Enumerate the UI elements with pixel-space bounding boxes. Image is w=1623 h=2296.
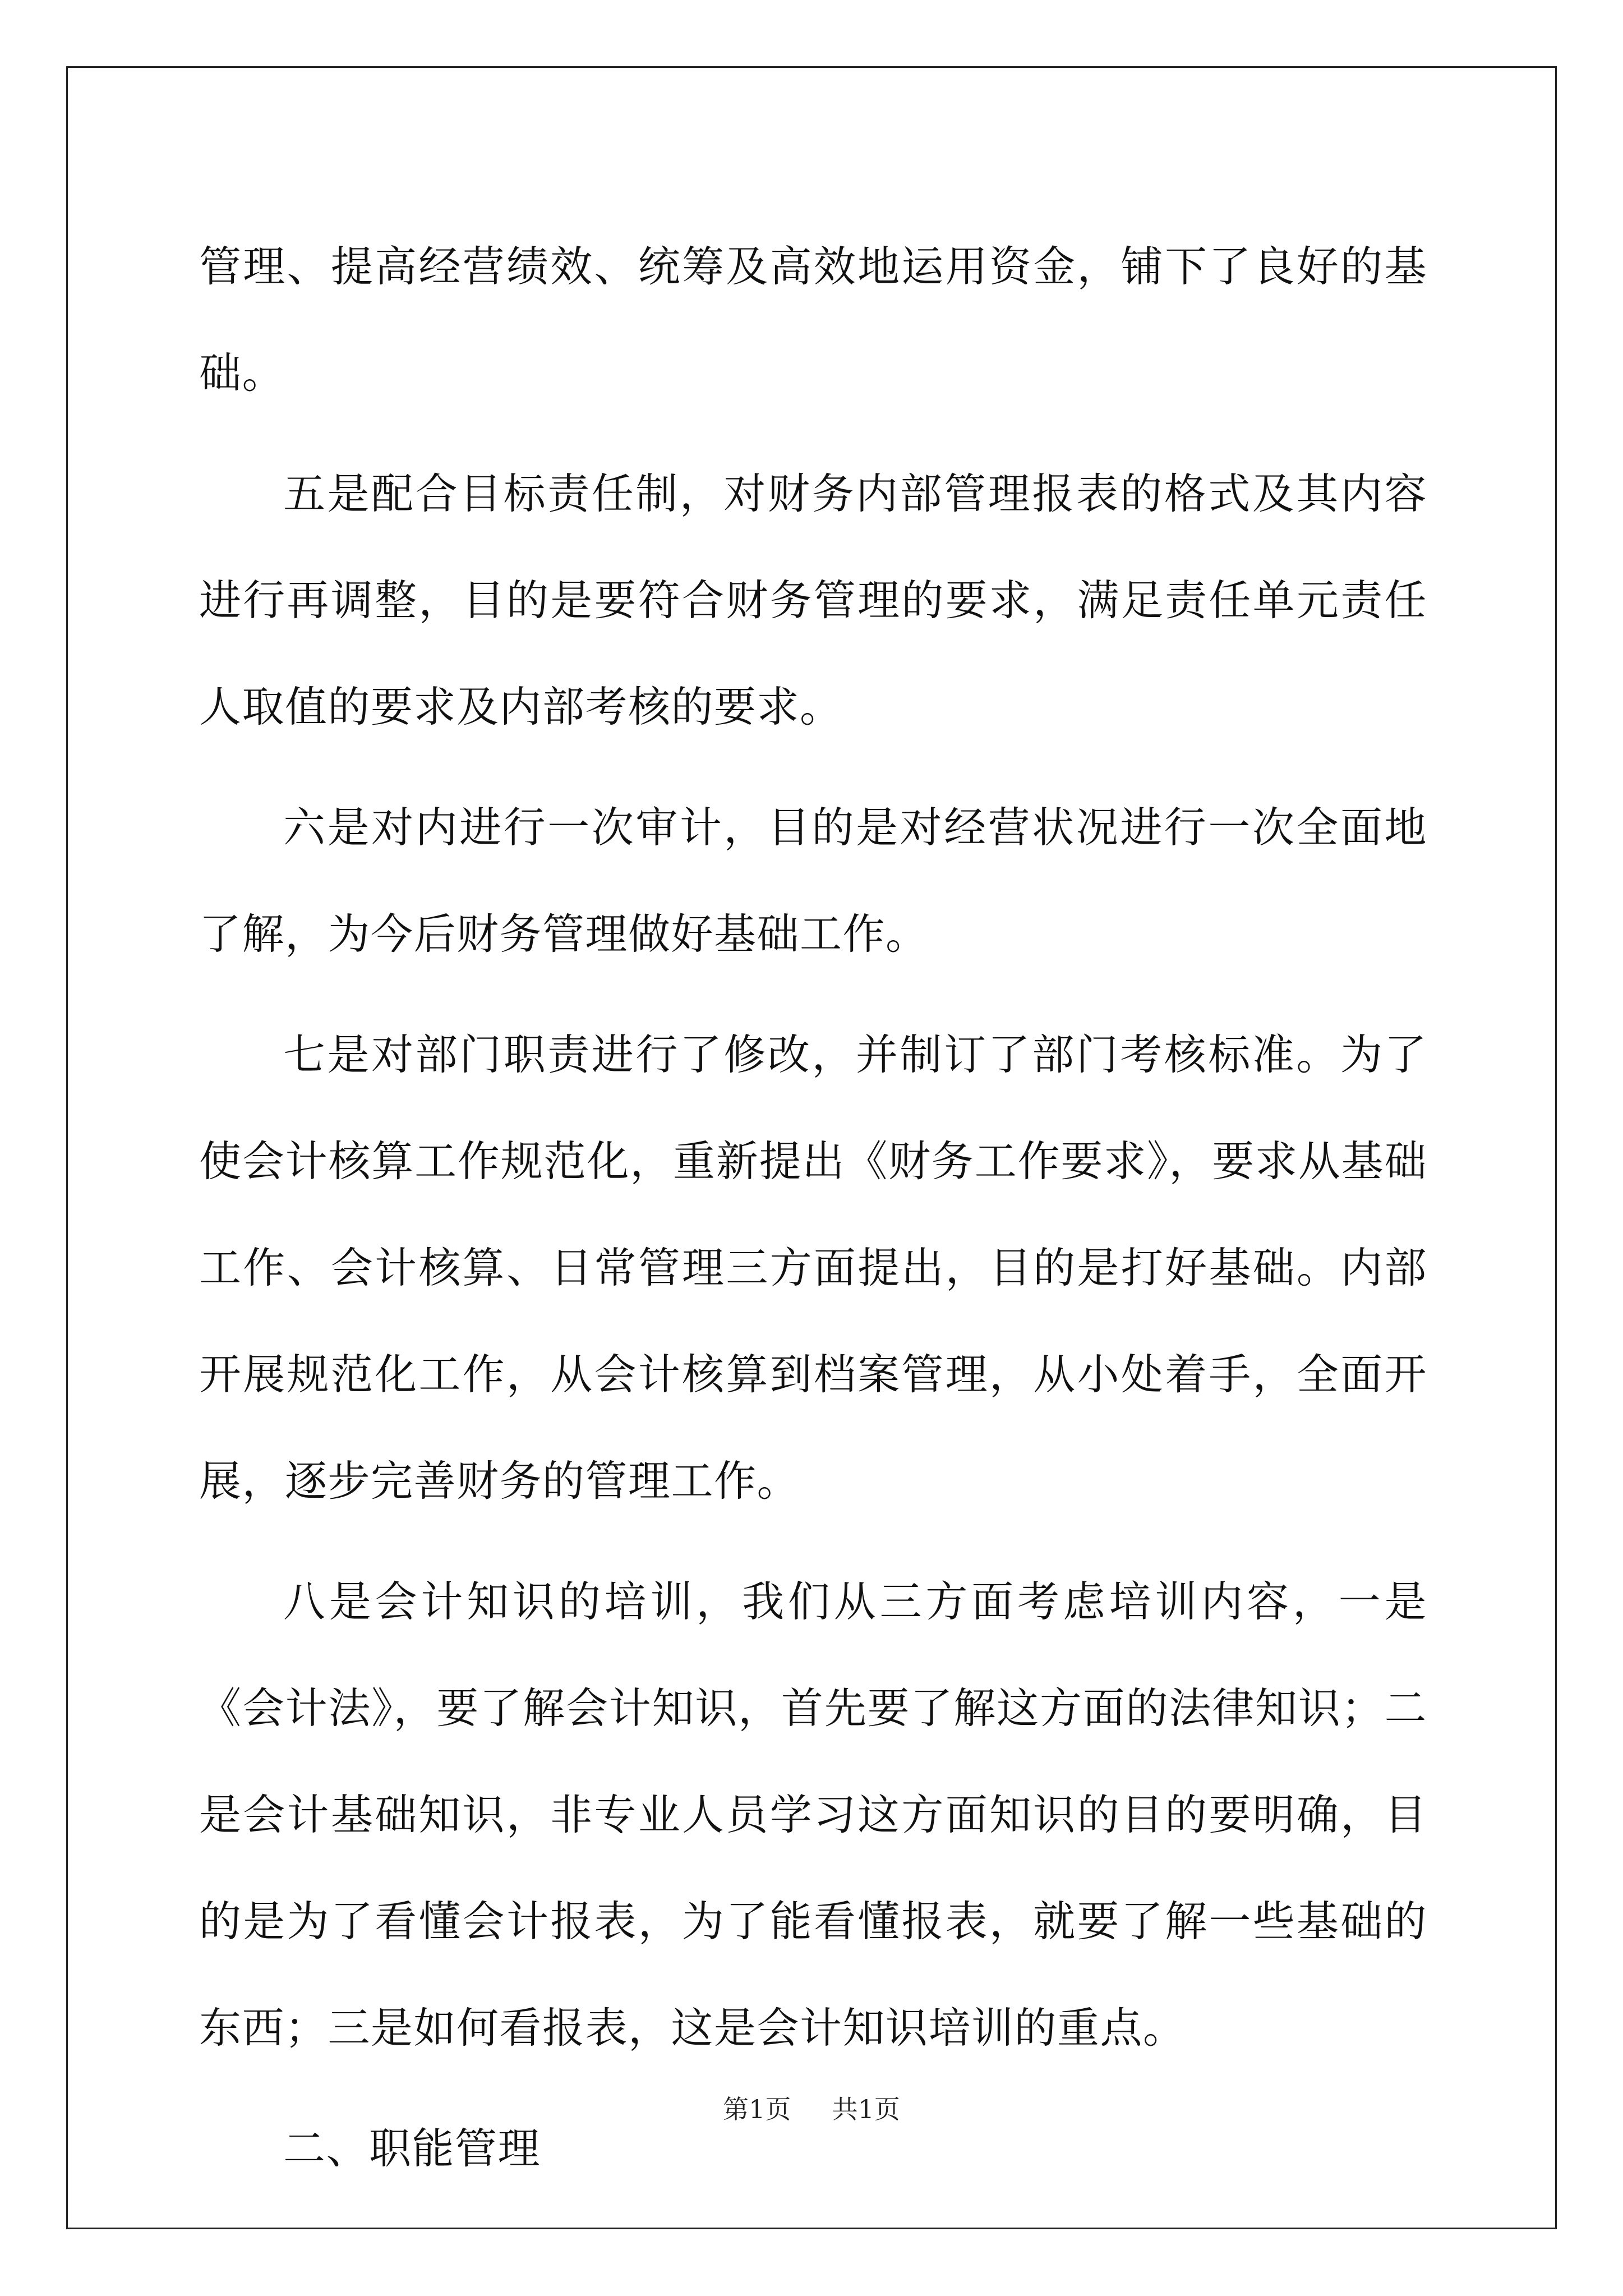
page-number: 第1页	[723, 2094, 791, 2124]
footer-spacer	[799, 2094, 824, 2124]
document-body	[199, 213, 1427, 2244]
page-footer	[0, 2092, 1623, 2126]
paragraph-six: 六是对内进行一次审计，目的是对经营状况进行一次全面地了解，为今后财务管理做好基础工作。	[199, 803, 1427, 959]
paragraph-eight: 八是会计知识的培训，我们从三方面考虑培训内容，一是《会计法》，要了解会计知识，首先要了解这方面的法律知识；二是会计基础知识，非专业人员学习这方面知识的目的要明确，目的是为了看懂会计报表，为了能看懂报表，就要了解一些基础的东西；三是如何看报表，这是会计知识培训的重点。	[199, 1577, 1427, 2053]
paragraph-seven: 七是对部门职责进行了修改，并制订了部门考核标准。为了使会计核算工作规范化，重新提出《财务工作要求》，要求从基础工作、会计核算、日常管理三方面提出，目的是打好基础。内部开展规范化工作，从会计核算到档案管理，从小处着手，全面开展，逐步完善财务的管理工作。	[199, 1030, 1427, 1506]
paragraph-five: 五是配合目标责任制，对财务内部管理报表的格式及其内容进行再调整，目的是要符合财务管理的要求，满足责任单元责任人取值的要求及内部考核的要求。	[199, 469, 1427, 731]
section-heading: 二、职能管理	[283, 2124, 541, 2173]
paragraph-continuation: 管理、提高经营绩效、统筹及高效地运用资金，铺下了良好的基础。	[199, 242, 1427, 398]
page-total: 共1页	[832, 2094, 900, 2124]
